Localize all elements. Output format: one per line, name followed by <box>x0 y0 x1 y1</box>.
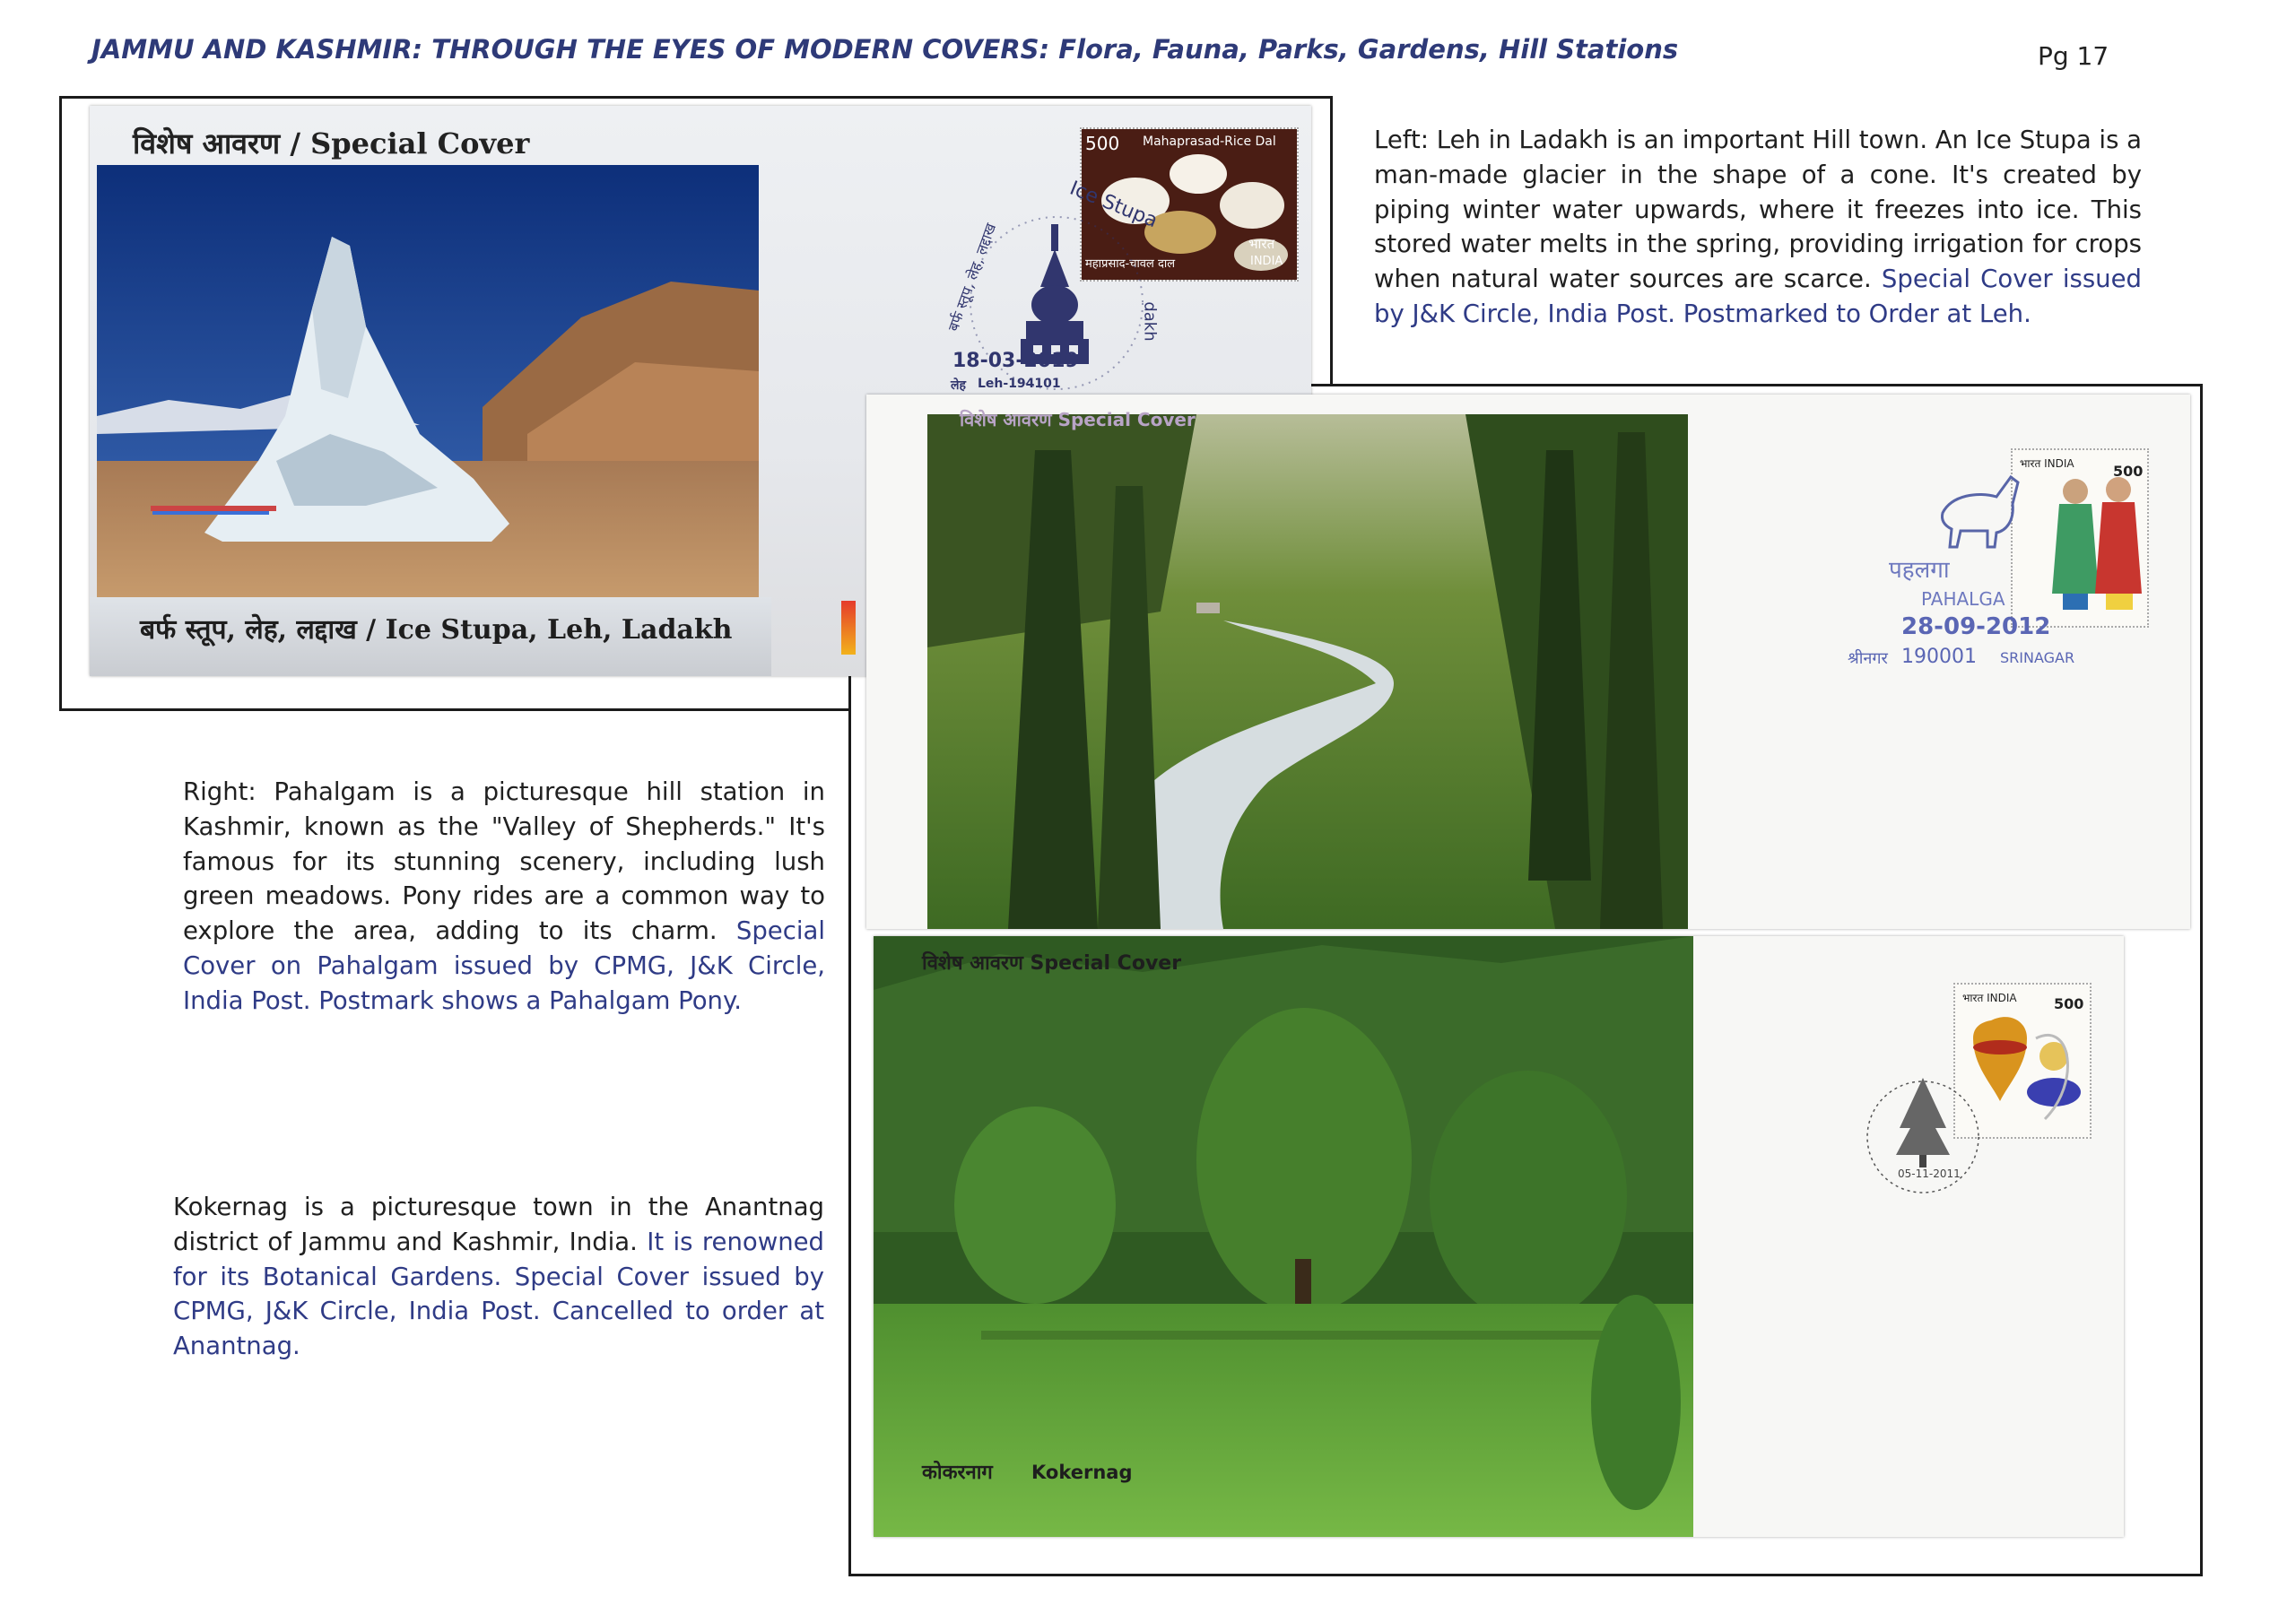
pony-icon <box>1925 459 2032 549</box>
pahalgam-postmark-town: PAHALGA <box>1921 588 2005 610</box>
page-title: JAMMU AND KASHMIR: THROUGH THE EYES OF MODERN COVERS: Flora, Fauna, Parks, Gardens, Hill Stations <box>91 34 1679 65</box>
pahalgam-description-highlight: Special Cover on Pahalgam issued by CPMG, J&K Circle, India Post. Postmark shows a Pahalgam Pony. <box>183 916 825 1015</box>
kokernag-description-text: Kokernag is a picturesque town in the Anantnag district of Jammu and Kashmir, India. <box>173 1193 824 1256</box>
kokernag-caption-hindi: कोकरनाग <box>922 1462 993 1484</box>
kokernag-stamp-country: भारत INDIA <box>1962 992 2017 1004</box>
ice-stupa-photo <box>97 165 759 597</box>
pahalgam-cover-header-label: विशेष आवरण Special Cover <box>960 409 1196 430</box>
kokernag-garden-photo <box>874 936 1693 1537</box>
leh-cover-caption: बर्फ स्तूप, लेह, लद्दाख / Ice Stupa, Leh, Ladakh <box>140 614 733 646</box>
leh-stamp-value: 500 <box>1085 133 1120 154</box>
leh-description-text: Left: Leh in Ladakh is an important Hill town. An Ice Stupa is a man-made glacier in the shape of a cone. It's created by piping winter water upwards, where it freezes into ice. This stored water melts in the spring, providing irrigation for crops when natural water sources are scarce. <box>1374 126 2142 294</box>
leh-postmark-date: 18-03-2019 <box>952 350 1079 372</box>
pahalgam-stamp-value: 500 <box>2113 463 2144 480</box>
pahalgam-valley-photo <box>927 414 1688 929</box>
pahalgam-description-text: Right: Pahalgam is a picturesque hill station in Kashmir, known as the "Valley of Shepherds." It's famous for its stunning scenery, including lush green meadows. Pony rides are a common way to explore the area, adding to its charm. <box>183 777 825 946</box>
kokernag-caption: Kokernag <box>1031 1462 1133 1483</box>
pahalgam-postmark-city-hindi: श्रीनगर <box>1848 649 1888 668</box>
leh-postmark-ring-text: Ice Stupa <box>1066 177 1161 233</box>
leh-cover-header-label: विशेष आवरण / Special Cover <box>133 126 530 161</box>
leh-postmark-office-hindi: लेह <box>951 378 966 393</box>
kokernag-postmark-tree-icon <box>1860 1038 1986 1218</box>
leh-stamp-name: Mahaprasad-Rice Dal <box>1143 135 1276 149</box>
india-post-logo <box>841 601 856 655</box>
pahalgam-postmark-date: 28-09-2012 <box>1901 613 2051 640</box>
pahalgam-description <box>183 775 825 1019</box>
kokernag-cover-header-label: विशेष आवरण Special Cover <box>922 952 1182 975</box>
pahalgam-postmark-town-hindi: पहलगा <box>1889 557 1950 584</box>
kokernag-cover <box>874 936 2124 1537</box>
leh-description <box>1374 123 2142 332</box>
leh-stamp-hindi-name: महाप्रसाद-चावल दाल <box>1085 257 1176 271</box>
leh-postmark-office: Leh-194101 <box>978 377 1061 391</box>
leh-stamp-country-hindi: भारत <box>1248 236 1275 252</box>
kokernag-description <box>173 1190 824 1364</box>
leh-stamp-country: INDIA <box>1250 255 1283 268</box>
pahalgam-postmark-pin: 190001 <box>1901 646 1977 668</box>
page-number: Pg 17 <box>2038 41 2109 71</box>
leh-description-highlight: Special Cover issued by J&K Circle, India Post. Postmarked to Order at Leh. <box>1374 265 2142 328</box>
leh-postmark-ring-text-2: dakh <box>1140 301 1160 342</box>
kokernag-stamp-value: 500 <box>2054 995 2084 1012</box>
kokernag-description-highlight: It is renowned for its Botanical Gardens. Special Cover issued by CPMG, J&K Circle, India Post. Cancelled to order at Anantnag. <box>173 1227 825 1361</box>
pahalgam-stamp-country: भारत INDIA <box>2020 457 2074 470</box>
pahalgam-postmark-city: SRINAGAR <box>2000 649 2075 666</box>
kokernag-postmark-date: 05-11-2011 <box>1898 1167 1961 1180</box>
pahalgam-cover <box>866 395 2190 929</box>
leh-postmark-hindi-ring: बर्फ स्तूप, लेह, लद्दाख <box>944 221 1000 334</box>
